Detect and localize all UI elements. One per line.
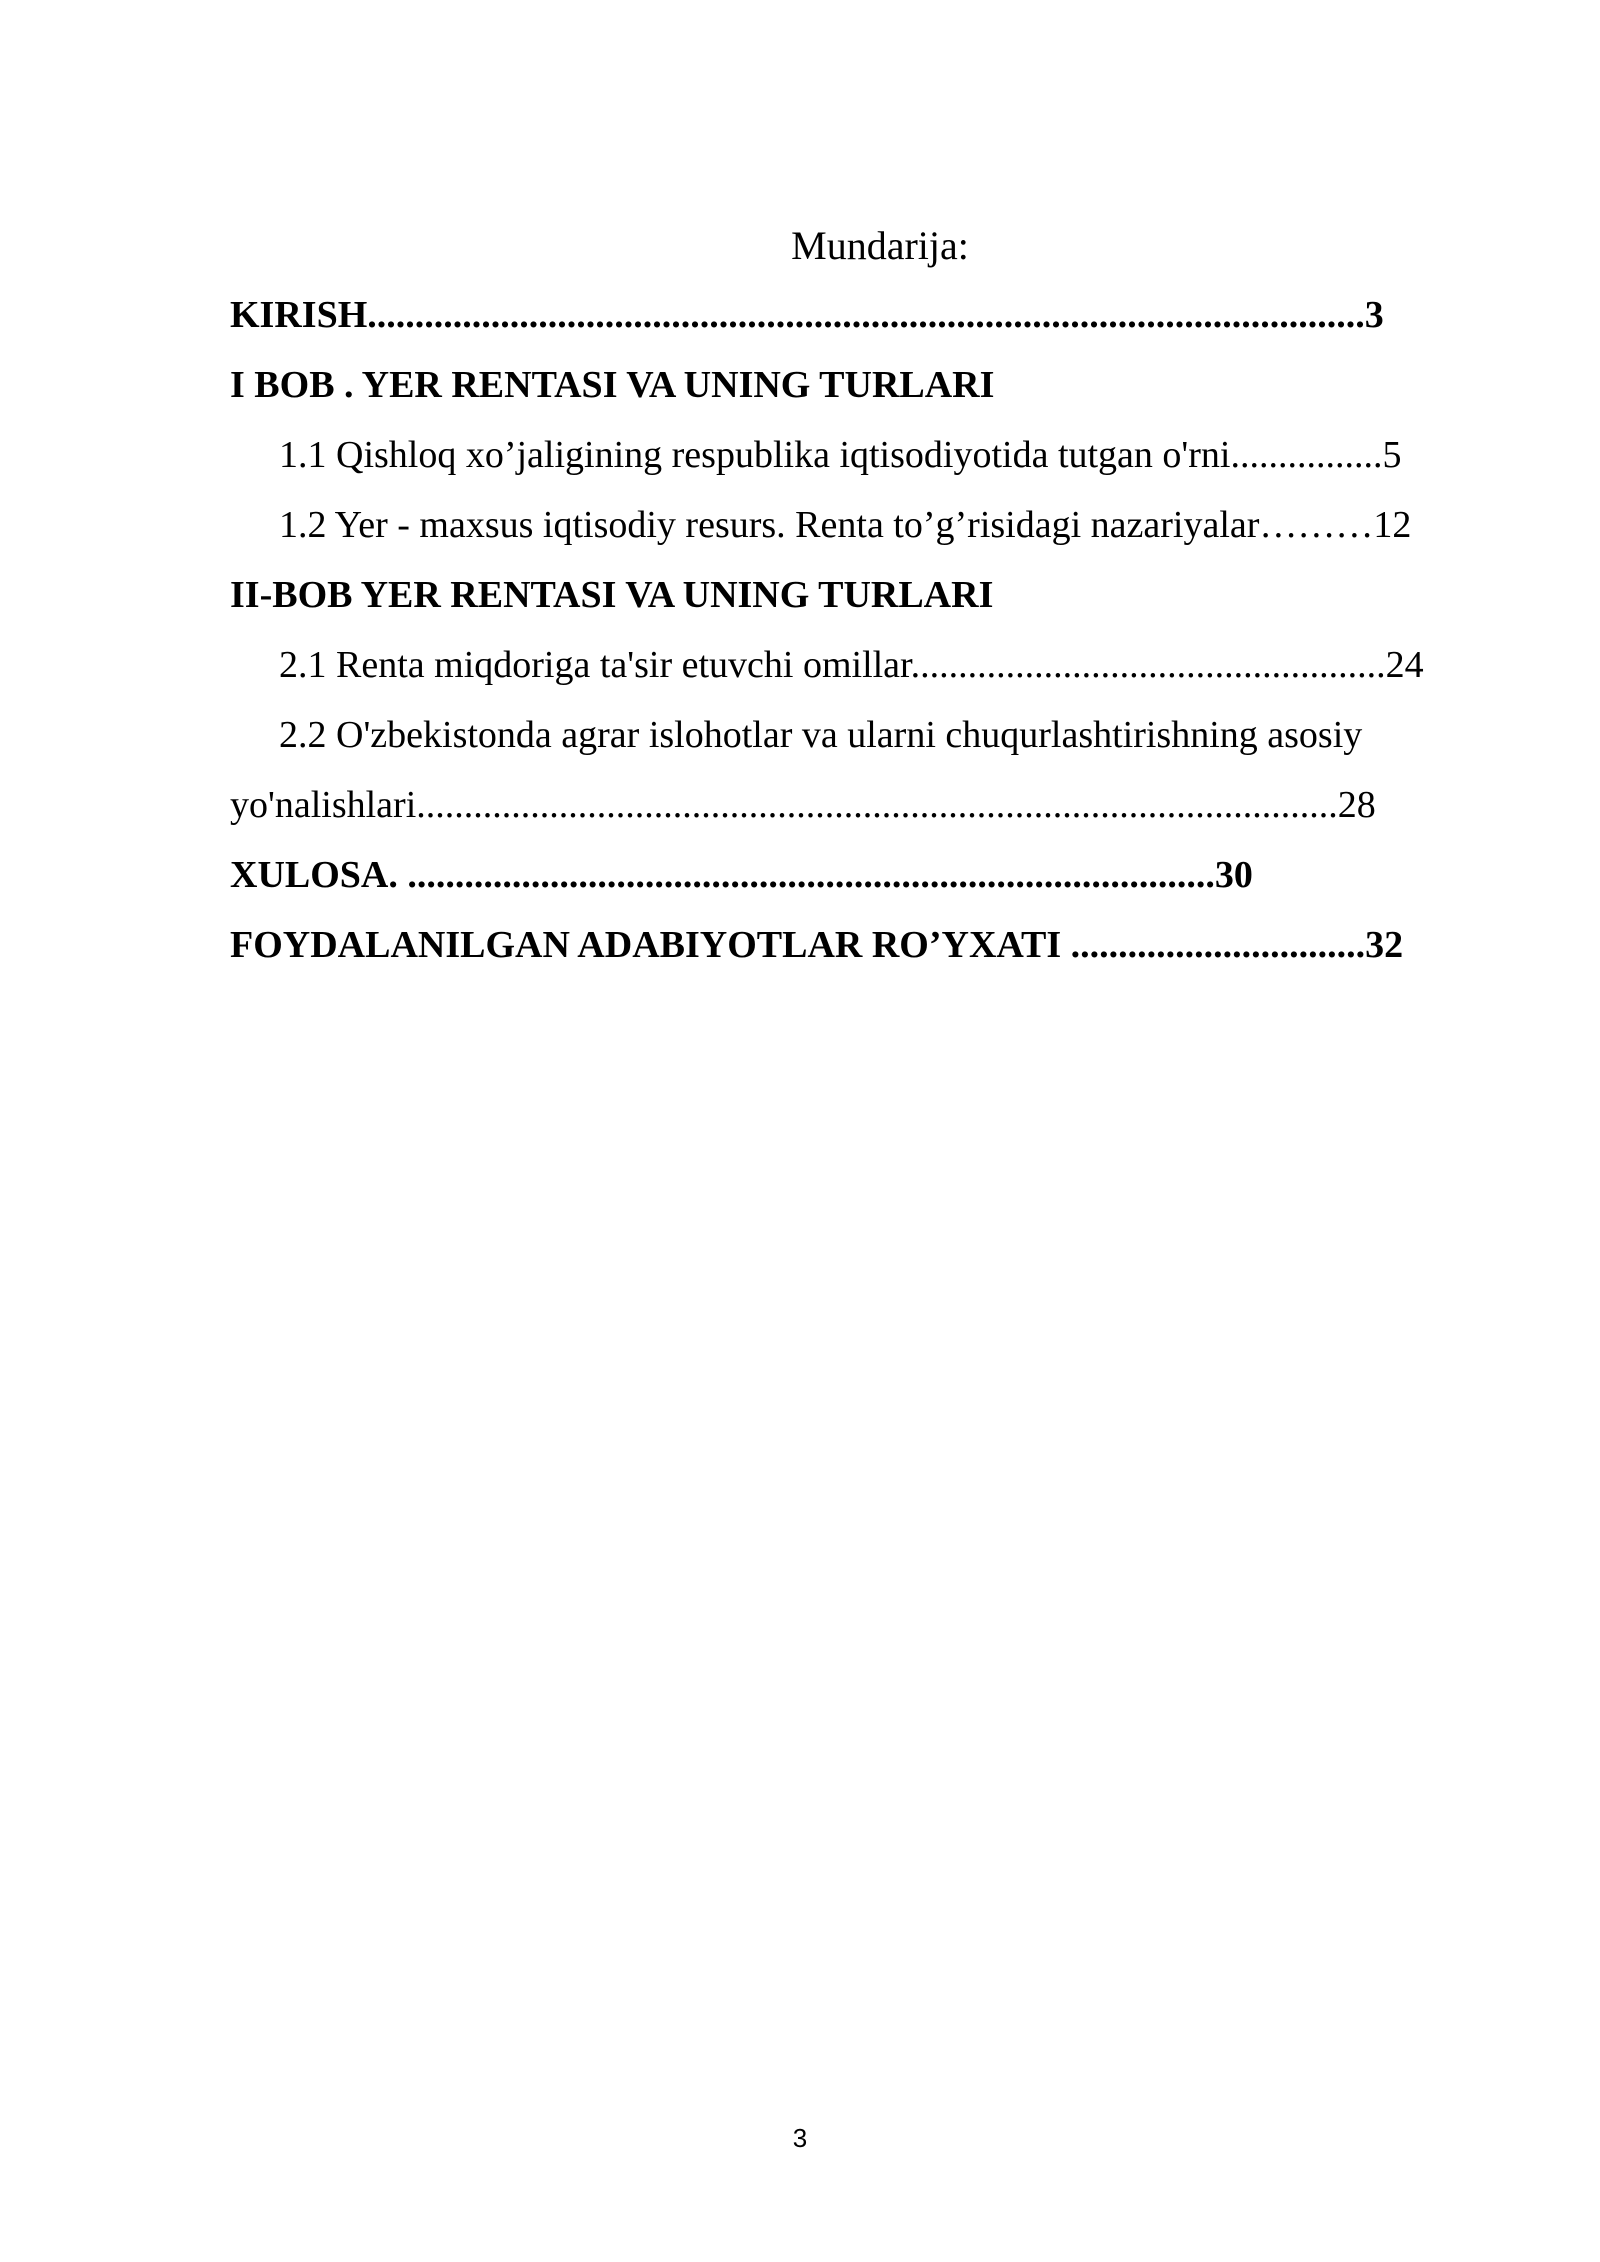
toc-entry-title: 2.2 O'zbekistonda agrar islohotlar va ularni chuqurlashtirishning asosiy [279, 714, 1363, 756]
toc-entry-kirish [230, 291, 1500, 339]
toc-entry-leader: ……… [1259, 504, 1374, 546]
toc-entry-section-2-1 [279, 641, 1500, 689]
toc-entry-chapter-1 [230, 361, 1500, 409]
toc-entry-page: 32 [1365, 924, 1404, 966]
toc-entry-page: 5 [1382, 434, 1402, 476]
toc-heading: Mundarija: [791, 223, 969, 268]
toc-entry-leader: .................................................. [910, 644, 1386, 686]
toc-entry-bibliography [230, 921, 1500, 969]
toc-entry-title: 1.1 Qishloq xo’jaligining respublika iqtisodiyotida tutgan o'rni [279, 434, 1231, 476]
toc-entry-page: 30 [1214, 854, 1253, 896]
page-number: 3 [792, 2123, 808, 2153]
toc-entry-section-2-2-continued [230, 781, 1500, 829]
toc-entry-page: 28 [1337, 784, 1376, 826]
toc-entry-title: 2.1 Renta miqdoriga ta'sir etuvchi omillar [279, 644, 911, 686]
toc-entry-section-1-1 [279, 431, 1500, 479]
toc-entry-page: 3 [1364, 294, 1384, 336]
toc-entry-title: yo'nalishlari [230, 784, 417, 826]
toc-entry-section-1-2 [279, 501, 1500, 549]
toc-entry-page: 24 [1385, 644, 1424, 686]
toc-entry-xulosa [230, 851, 1500, 899]
toc-entry-title: FOYDALANILGAN ADABIYOTLAR RO’YXATI [230, 924, 1071, 966]
toc-entry-title: I BOB . YER RENTASI VA UNING TURLARI [230, 364, 995, 406]
toc-entry-title: XULOSA. [230, 854, 408, 896]
toc-entry-leader: ................ [1230, 434, 1383, 476]
toc-entry-title: 1.2 Yer - maxsus iqtisodiy resurs. Renta to’g’risidagi nazariyalar [279, 504, 1260, 546]
toc-entry-page: 12 [1373, 504, 1412, 546]
toc-entry-leader: ............................... [1070, 924, 1366, 966]
toc-entry-title: II-BOB YER RENTASI VA UNING TURLARI [230, 574, 994, 616]
toc-entry-section-2-2 [279, 711, 1500, 759]
toc-entry-leader: ..................................................................................... [407, 854, 1215, 896]
toc-entry-leader: ......................................................................................................... [367, 294, 1365, 336]
toc-entry-chapter-2 [230, 571, 1500, 619]
toc-entry-title: KIRISH [230, 294, 368, 336]
toc-entry-leader: ................................................................................................. [416, 784, 1338, 826]
